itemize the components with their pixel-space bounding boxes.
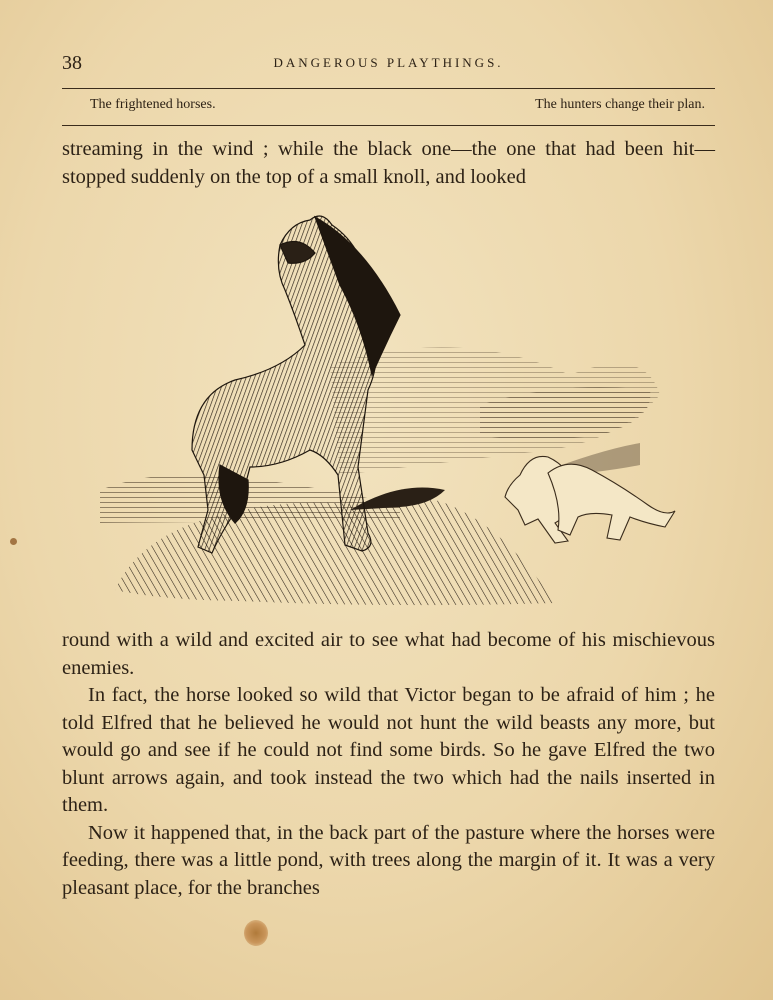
header-rule-bottom xyxy=(62,125,715,126)
subhead-right: The hunters change their plan. xyxy=(535,97,705,112)
paragraph: round with a wild and excited air to see what had become of his mischievous enemies. xyxy=(62,629,715,679)
paragraph: Now it happened that, in the back part of the pasture where the horses were feeding, there was a little pond, with trees along the margin of it. It was a very pleasant place, for the branches xyxy=(62,821,715,899)
horse-engraving-illustration xyxy=(100,205,690,610)
paragraph: streaming in the wind ; while the black one—the one that had been hit—stopped suddenly on the top of a small knoll, and looked xyxy=(62,138,715,188)
running-title: DANGEROUS PLAYTHINGS. xyxy=(273,55,504,70)
header-rule-top xyxy=(62,88,715,89)
paper-speck xyxy=(10,538,17,545)
subhead-left: The frightened horses. xyxy=(90,97,216,112)
text-block-bottom xyxy=(62,627,715,902)
paper-stain xyxy=(244,920,268,946)
text-block-top xyxy=(62,136,715,191)
paragraph: In fact, the horse looked so wild that Victor began to be afraid of him ; he told Elfred that he believed he would not hunt the wild beasts any more, but would go and see if he could not find some birds. So he gave Elfred the two blunt arrows again, and took instead the two which had the nails inserted in them. xyxy=(62,684,715,816)
page-header xyxy=(62,52,715,74)
section-subheads xyxy=(62,97,715,119)
page-number: 38 xyxy=(62,52,82,74)
white-horses xyxy=(505,456,675,543)
